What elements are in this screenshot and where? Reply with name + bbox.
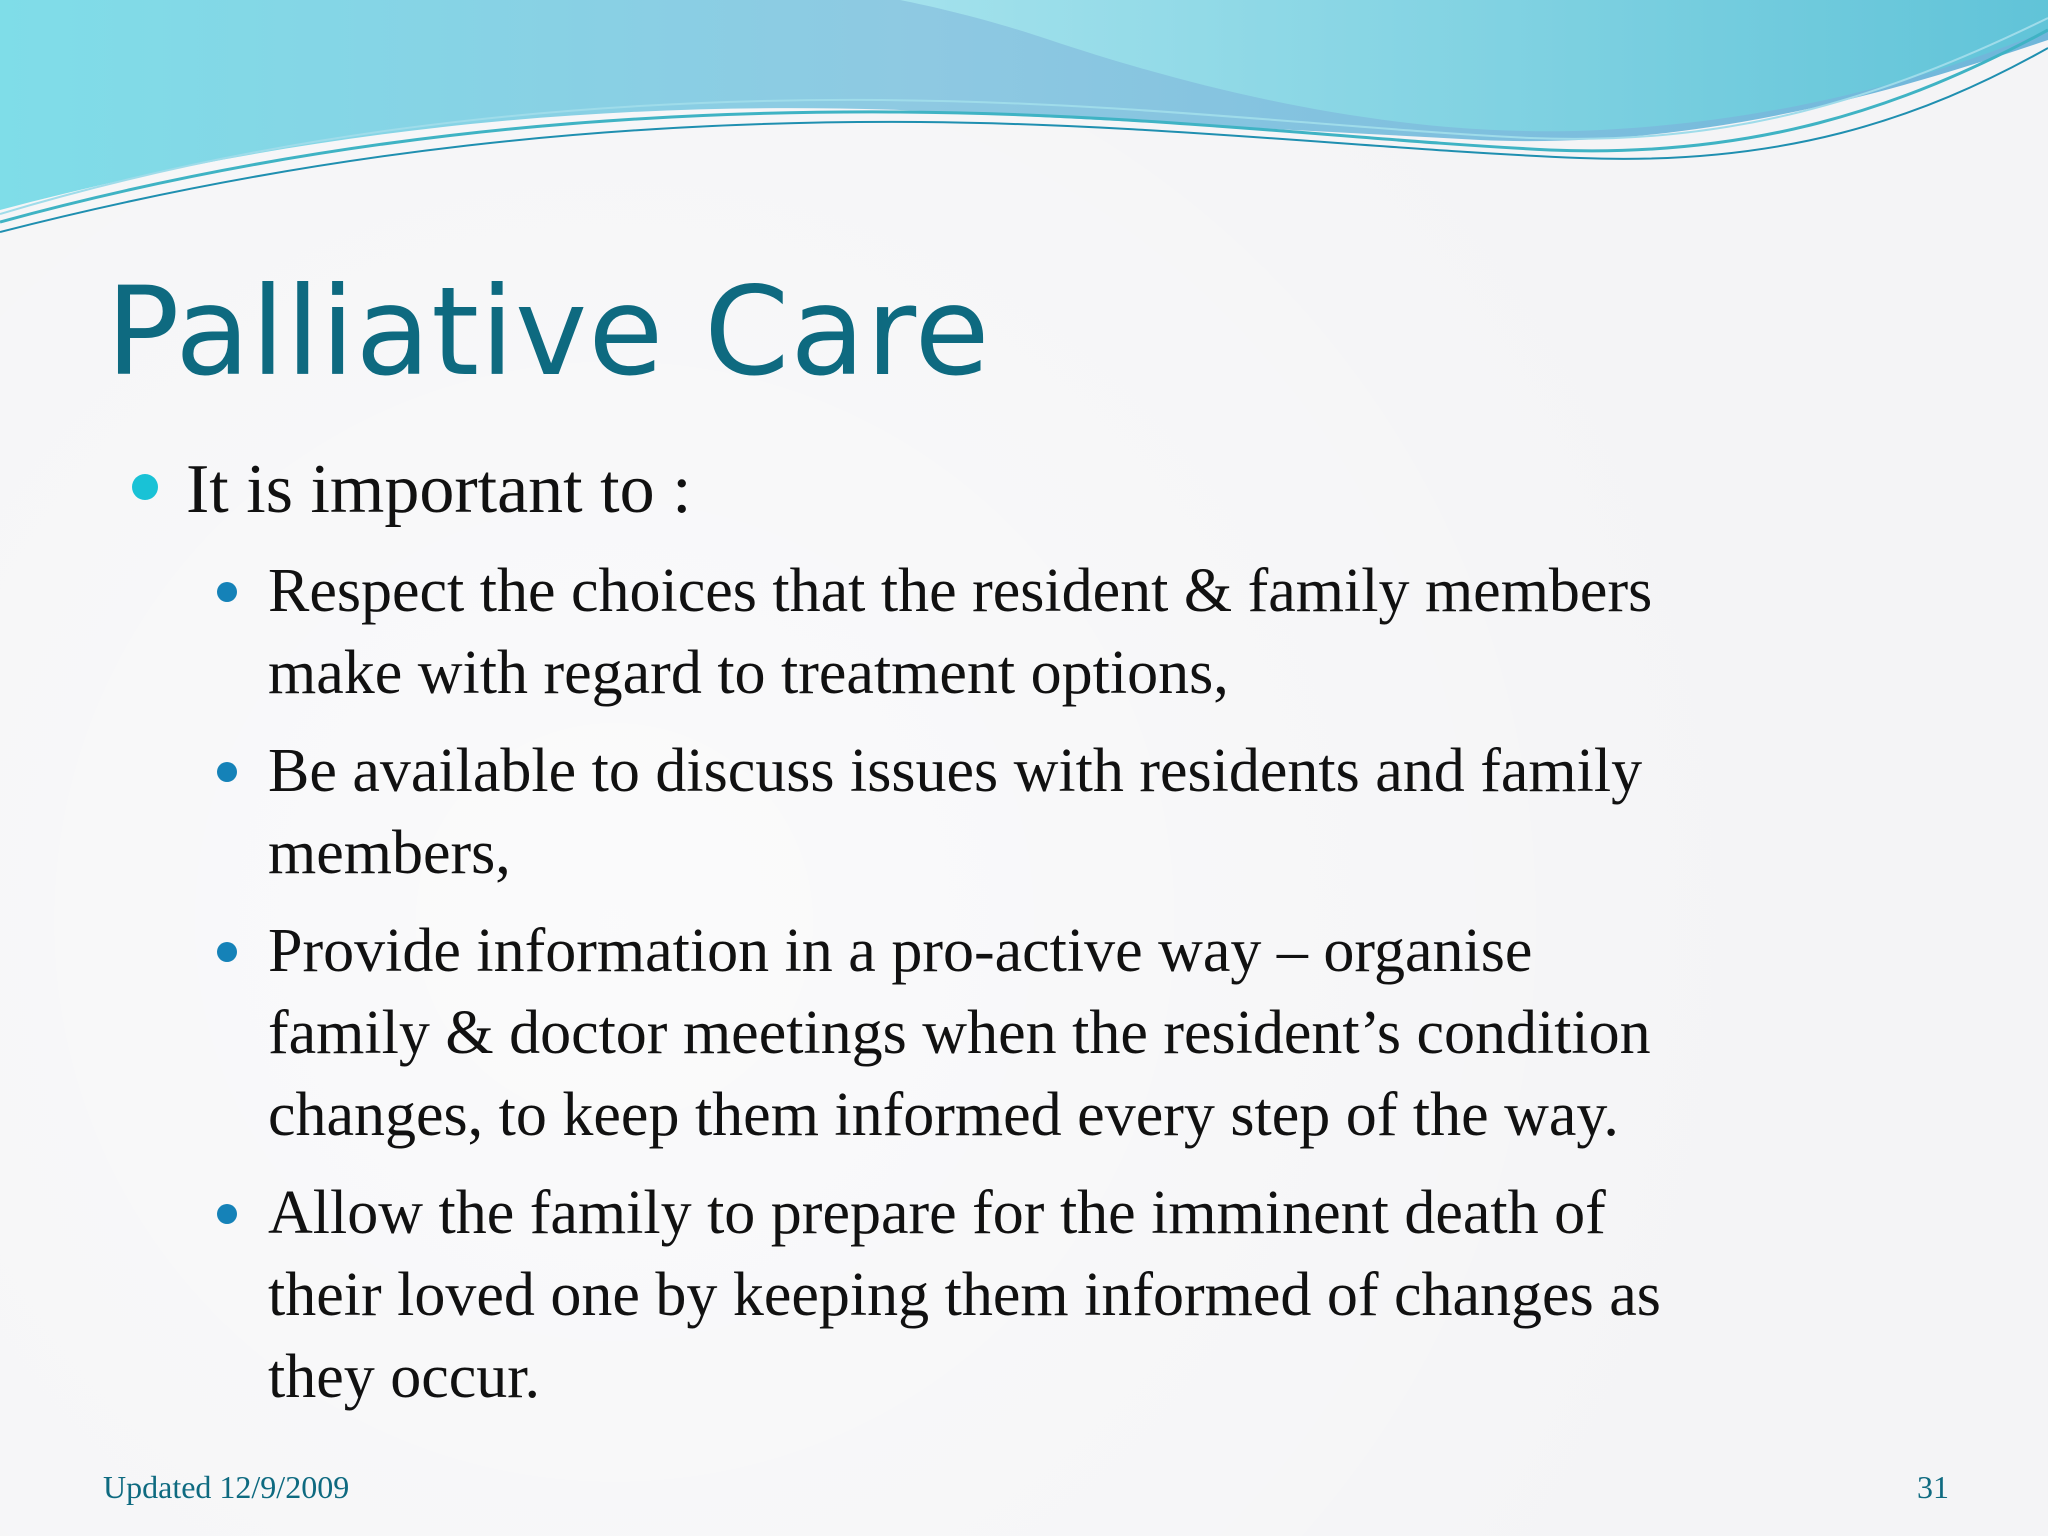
bullet-dot-icon [217,762,237,782]
sub-bullet-4-line-1: Allow the family to prepare for the imminent death of [268,1179,1606,1247]
sub-bullet-1 [268,550,1908,714]
slide-title: Palliative Care [106,261,991,403]
sub-bullet-3 [268,910,1908,1156]
bullet-dot-icon [132,474,158,500]
slide-number: 31 [1917,1469,1949,1505]
sub-bullet-2-line-1: Be available to discuss issues with residents and family [268,737,1643,805]
footer-date: Updated 12/9/2009 [103,1469,350,1505]
sub-bullet-3-line-3: changes, to keep them informed every step of the way. [268,1081,1619,1149]
sub-bullet-4-line-3: they occur. [268,1343,541,1411]
bullet-dot-icon [217,582,237,602]
sub-bullet-3-line-1: Provide information in a pro-active way – organise [268,917,1533,985]
intro-bullet-text: It is important to : [186,451,692,528]
header-wave-decoration [0,0,2048,240]
bullet-dot-icon [217,1204,237,1224]
sub-bullet-1-line-2: make with regard to treatment options, [268,639,1229,707]
sub-bullet-2-line-2: members, [268,819,511,887]
sub-bullet-3-line-2: family & doctor meetings when the resident’s condition [268,999,1651,1067]
sub-bullet-4-line-2: their loved one by keeping them informed of changes as [268,1261,1661,1329]
sub-bullet-1-line-1: Respect the choices that the resident & family members [268,557,1653,625]
sub-bullet-4 [268,1172,1908,1418]
sub-bullet-2 [268,730,1908,894]
bullet-dot-icon [217,942,237,962]
